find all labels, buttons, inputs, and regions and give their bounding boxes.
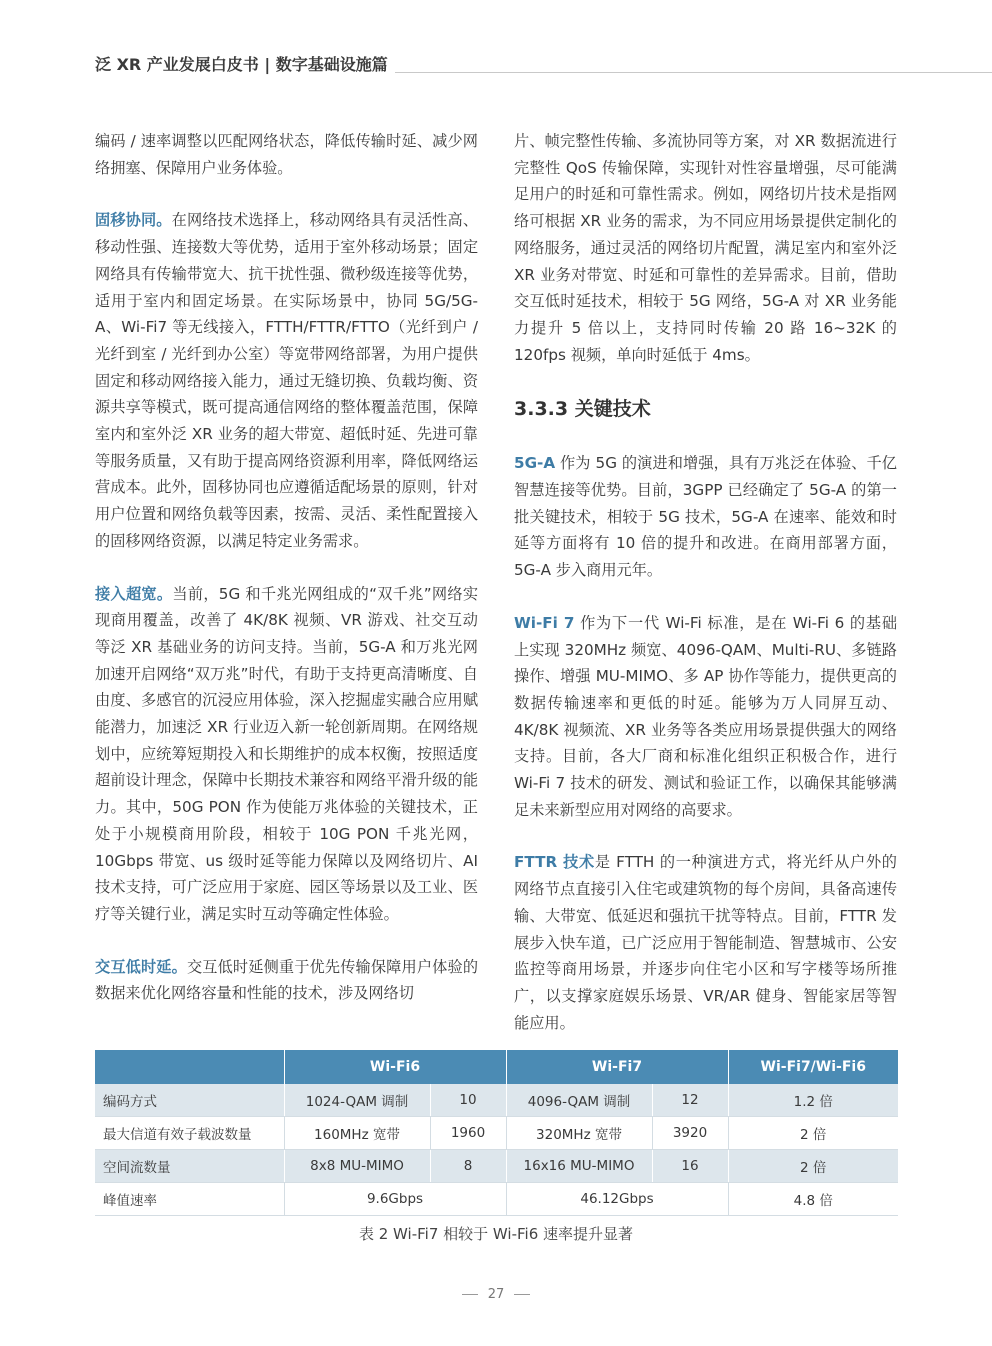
keyword: 交互低时延。 — [95, 957, 187, 976]
page-header-title: 泛 XR 产业发展白皮书 | 数字基础设施篇 — [95, 55, 388, 74]
table-cell: 1960 — [430, 1117, 506, 1150]
keyword: Wi-Fi 7 — [514, 613, 575, 632]
paragraph-fttr — [514, 849, 897, 1036]
table-cell: 4096-QAM 调制 — [506, 1084, 652, 1117]
table-cell: 8 — [430, 1150, 506, 1183]
table-row — [95, 1084, 898, 1117]
keyword: 接入超宽。 — [95, 584, 173, 603]
table-cell: 1.2 倍 — [728, 1084, 898, 1117]
paragraph-text: 作为下一代 Wi-Fi 标准，是在 Wi-Fi 6 的基础上实现 320MHz 频宽、4096-QAM、Multi-RU、多链路操作、增强 MU-MIMO、多 AP 协作等能力，提供更高的数据传输速率和更低的时延。能够为万人同屏互动、4K/8K 视频流、XR 业务等各类应用场景提供强大的网络支持。目前，各大厂商和标准化组织正积极合作，进行 Wi-Fi 7 技术的研发、测试和验证工作，以确保其能够满足未来新型应用对网络的高要求。 — [514, 613, 898, 819]
table-header-cell — [95, 1050, 284, 1084]
right-column — [514, 128, 897, 1062]
table-header-row — [95, 1050, 898, 1084]
keyword: 固移协同。 — [95, 211, 172, 230]
paragraph-text: 是 FTTH 的一种演进方式，将光纤从户外的网络节点直接引入住宅或建筑物的每个房间，具备高速传输、大带宽、低延迟和强抗干扰等特点。目前，FTTR 发展步入快车道，已广泛应用于智能制造、智慧城市、公安监控等商用场景，并逐步向住宅小区和写字楼等场所推广，以支撑家庭娱乐场景、VR/AR 健身、智能家居等智能应用。 — [514, 853, 897, 1032]
paragraph: 片、帧完整性传输、多流协同等方案，对 XR 数据流进行完整性 QoS 传输保障，实现针对性容量增强，尽可能满足用户的时延和可靠性需求。例如，网络切片技术是指网络可根据 XR 业务的需求，为不同应用场景提供定制化的网络服务，通过灵活的网络切片配置，满足室内和室外泛 XR 业务对带宽、时延和可靠性的差异需求。目前，借助交互低时延技术，相较于 5G 网络，5G-A 对 XR 业务能力提升 5 倍以上，支持同时传输 20 路 16~32K 的 120fps 视频，单向时延低于 4ms。 — [514, 132, 897, 364]
table-header-cell: Wi-Fi7 — [506, 1050, 728, 1084]
table-cell: 空间流数量 — [95, 1150, 284, 1183]
table-cell: 8x8 MU-MIMO — [284, 1150, 430, 1183]
left-column — [95, 128, 478, 1033]
table-cell: 160MHz 宽带 — [284, 1117, 430, 1150]
table-cell: 编码方式 — [95, 1084, 284, 1117]
table-header-cell: Wi-Fi6 — [284, 1050, 506, 1084]
paragraph: 编码 / 速率调整以匹配网络状态，降低传输时延、减少网络拥塞、保障用户业务体验。 — [95, 132, 478, 177]
table-cell: 9.6Gbps — [284, 1183, 506, 1216]
paragraph-wifi7 — [514, 610, 897, 824]
table-cell: 2 倍 — [728, 1150, 898, 1183]
dash-right — [514, 1294, 530, 1295]
table-cell: 3920 — [652, 1117, 728, 1150]
paragraph-5g-a — [514, 450, 897, 584]
table-row — [95, 1117, 898, 1150]
table-cell: 320MHz 宽带 — [506, 1117, 652, 1150]
keyword: FTTR 技术 — [514, 853, 595, 872]
paragraph-fixed-mobile — [95, 207, 478, 554]
paragraph-text: 作为 5G 的演进和增强，具有万兆泛在体验、千亿智慧连接等优势。目前，3GPP 已经确定了 5G-A 的第一批关键技术，相较于 5G 技术，5G-A 在速率、能效和时延等方面将有 10 倍的提升和改进。在商用部署方面，5G-A 步入商用元年。 — [514, 454, 897, 580]
paragraph-ultra-broadband — [95, 581, 478, 928]
table-cell: 1024-QAM 调制 — [284, 1084, 430, 1117]
page-number-text: 27 — [487, 1287, 505, 1302]
table-row — [95, 1183, 898, 1216]
table-cell: 峰值速率 — [95, 1183, 284, 1216]
paragraph-text: 在网络技术选择上，移动网络具有灵活性高、移动性强、连接数大等优势，适用于室外移动场景；固定网络具有传输带宽大、抗干扰性强、微秒级连接等优势，适用于室内和固定场景。在实际场景中，协同 5G/5G-A、Wi-Fi7 等无线接入，FTTH/FTTR/FTTO（光纤到户 / 光纤到室 / 光纤到办公室）等宽带网络部署，为用户提供固定和移动网络接入能力，通过无缝切换、负载均衡、资源共享等模式，既可提高通信网络的整体覆盖范围，保障室内和室外泛 XR 业务的超大带宽、超低时延、先进可靠等服务质量，又有助于提高网络资源利用率，降低网络运营成本。此外，固移协同也应遵循适配场景的原则，针对用户位置和网络负载等因素，按需、灵活、柔性配置接入的固移网络资源，以满足特定业务需求。 — [95, 211, 479, 550]
paragraph-text: 交互低时延侧重于优先传输保障用户体验的数据来优化网络容量和性能的技术，涉及网络切 — [95, 957, 479, 1003]
section-title: 3.3.3 关键技术 — [514, 398, 651, 421]
table-cell: 16 — [652, 1150, 728, 1183]
dash-left — [462, 1294, 478, 1295]
table-cell: 最大信道有效子载波数量 — [95, 1117, 284, 1150]
table-caption: 表 2 Wi-Fi7 相较于 Wi-Fi6 速率提升显著 — [358, 1225, 634, 1243]
table-row — [95, 1150, 898, 1183]
paragraph-low-latency — [95, 954, 478, 1007]
table-cell: 12 — [652, 1084, 728, 1117]
keyword: 5G-A — [514, 454, 556, 473]
header-divider — [395, 72, 992, 73]
table-cell: 10 — [430, 1084, 506, 1117]
paragraph-text: 当前，5G 和千兆光网组成的“双千兆”网络实现商用覆盖，改善了 4K/8K 视频、VR 游戏、社交互动等泛 XR 基础业务的访问支持。当前，5G-A 和万兆光网加速开启网络“双万兆”时代，有助于支持更高清晰度、自由度、多感官的沉浸应用体验，深入挖掘虚实融合应用赋能潜力，加速泛 XR 行业迈入新一轮创新周期。在网络规划中，应统筹短期投入和长期维护的成本权衡，按照适度超前设计理念，保障中长期技术兼容和网络平滑升级的能力。其中，50G PON 作为使能万兆体验的关键技术，正处于小规模商用阶段，相较于 10G PON 千兆光网，10Gbps 带宽、us 级时延等能力保障以及网络切片、AI 技术支持，可广泛应用于家庭、园区等场景以及工业、医疗等关键行业，满足实时互动等确定性体验。 — [95, 584, 479, 923]
table-cell: 46.12Gbps — [506, 1183, 728, 1216]
table-cell: 2 倍 — [728, 1117, 898, 1150]
table-header-cell: Wi-Fi7/Wi-Fi6 — [728, 1050, 898, 1084]
comparison-table — [95, 1050, 898, 1216]
table-cell: 16x16 MU-MIMO — [506, 1150, 652, 1183]
table-cell: 4.8 倍 — [728, 1183, 898, 1216]
page-number — [0, 1287, 992, 1302]
